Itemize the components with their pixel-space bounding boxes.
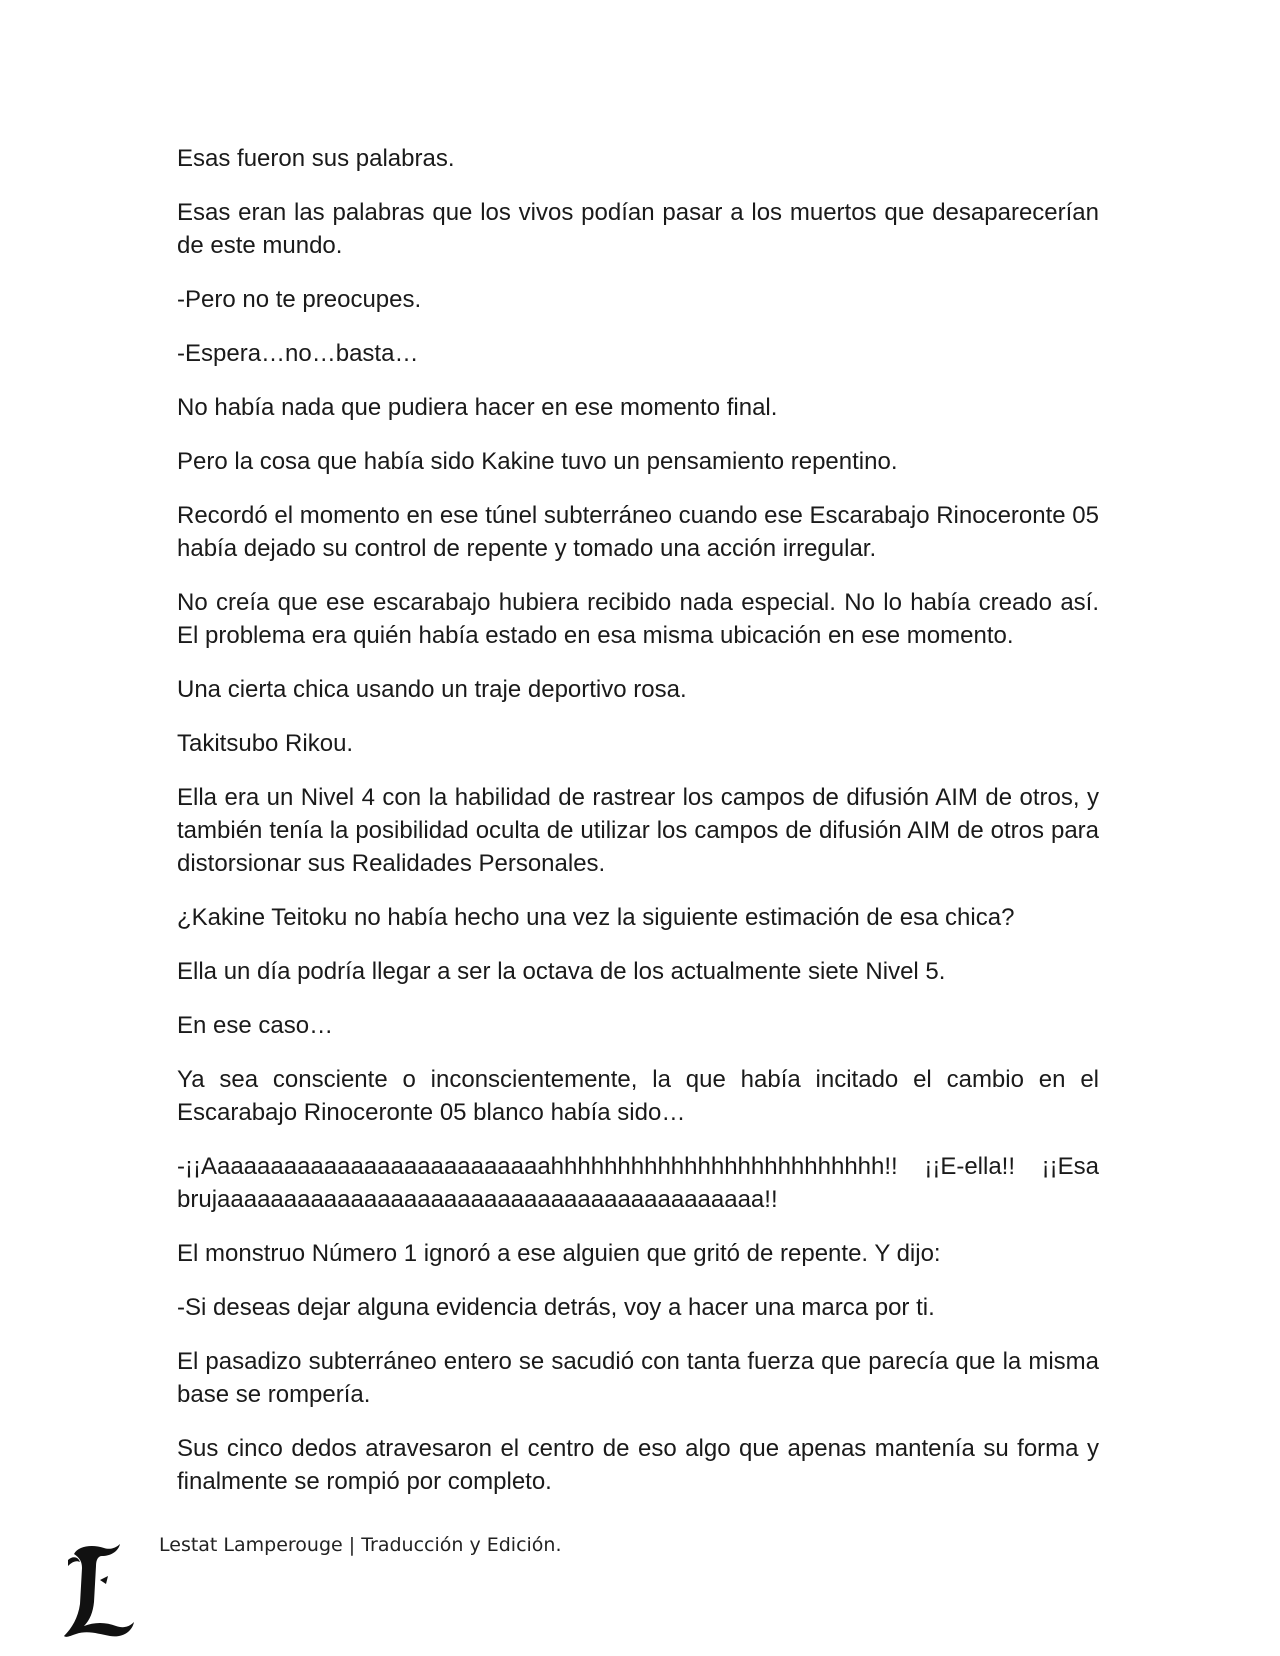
paragraph: No creía que ese escarabajo hubiera recibido nada especial. No lo había creado así. El problema era quién había estado en esa misma ubicación en ese momento. xyxy=(177,589,1099,649)
paragraph: ¿Kakine Teitoku no había hecho una vez la siguiente estimación de esa chica? xyxy=(177,904,1015,931)
paragraph: Ya sea consciente o inconscientemente, la que había incitado el cambio en el Escarabajo Rinoceronte 05 blanco había sido… xyxy=(177,1066,1099,1126)
paragraph: Esas eran las palabras que los vivos podían pasar a los muertos que desaparecerían de este mundo. xyxy=(177,199,1099,259)
paragraph: -Si deseas dejar alguna evidencia detrás, voy a hacer una marca por ti. xyxy=(177,1294,935,1321)
paragraph: -¡¡Aaaaaaaaaaaaaaaaaaaaaaaaaahhhhhhhhhhhhhhhhhhhhhhhhh!! ¡¡E-ella!! ¡¡Esa brujaaaaaaaaaaaaaaaaaaaaaaaaaaaaaaaaaaaaaaaaa!! xyxy=(177,1153,1099,1213)
footer-credit: Lestat Lamperouge | Traducción y Edición. xyxy=(159,1534,562,1556)
paragraph: Ella era un Nivel 4 con la habilidad de rastrear los campos de difusión AIM de otros, y también tenía la posibilidad oculta de utilizar los campos de difusión AIM de otros para distorsionar sus Realidades Personales. xyxy=(177,784,1099,877)
paragraph: Pero la cosa que había sido Kakine tuvo un pensamiento repentino. xyxy=(177,448,898,475)
paragraph: Sus cinco dedos atravesaron el centro de eso algo que apenas mantenía su forma y finalmente se rompió por completo. xyxy=(177,1435,1099,1495)
paragraph: No había nada que pudiera hacer en ese momento final. xyxy=(177,394,778,421)
paragraph: En ese caso… xyxy=(177,1012,334,1039)
paragraph: Takitsubo Rikou. xyxy=(177,730,354,757)
paragraph: -Pero no te preocupes. xyxy=(177,286,422,313)
document-body xyxy=(177,142,1099,1519)
gothic-letter-l-icon xyxy=(60,1540,140,1640)
paragraph: -Espera…no…basta… xyxy=(177,340,419,367)
paragraph: Esas fueron sus palabras. xyxy=(177,145,455,172)
paragraph: Recordó el momento en ese túnel subterráneo cuando ese Escarabajo Rinoceronte 05 había dejado su control de repente y tomado una acción irregular. xyxy=(177,502,1099,562)
paragraph: El monstruo Número 1 ignoró a ese alguien que gritó de repente. Y dijo: xyxy=(177,1240,941,1267)
paragraph: Ella un día podría llegar a ser la octava de los actualmente siete Nivel 5. xyxy=(177,958,946,985)
page-footer xyxy=(0,1520,1280,1640)
paragraph: El pasadizo subterráneo entero se sacudió con tanta fuerza que parecía que la misma base se rompería. xyxy=(177,1348,1099,1408)
paragraph: Una cierta chica usando un traje deportivo rosa. xyxy=(177,676,687,703)
